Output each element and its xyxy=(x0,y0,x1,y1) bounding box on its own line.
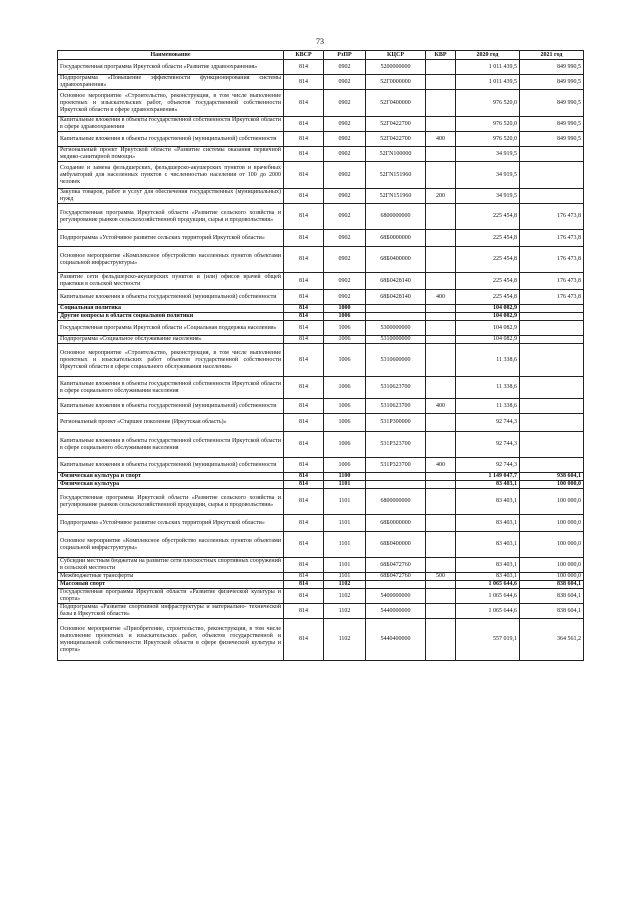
cell-rzpr: 1102 xyxy=(324,581,366,589)
table-row xyxy=(58,515,584,532)
cell-y2020: 976 520,0 xyxy=(456,117,520,132)
cell-name: Физическая культура xyxy=(58,481,284,489)
cell-kvr xyxy=(426,558,456,573)
cell-kvr xyxy=(426,247,456,273)
cell-y2020: 92 744,3 xyxy=(456,432,520,458)
cell-y2020: 225 454,8 xyxy=(456,230,520,247)
cell-name: Массовый спорт xyxy=(58,581,284,589)
cell-kcsr: 531P323700 xyxy=(366,432,426,458)
cell-kvsr: 814 xyxy=(284,589,324,604)
cell-rzpr: 0902 xyxy=(324,60,366,75)
cell-kvsr: 814 xyxy=(284,321,324,336)
cell-y2020: 34 919,5 xyxy=(456,189,520,204)
cell-y2021: 176 473,8 xyxy=(520,273,584,290)
table-row xyxy=(58,60,584,75)
cell-y2021: 176 473,8 xyxy=(520,247,584,273)
cell-y2021 xyxy=(520,313,584,321)
cell-kcsr: 52Г0422700 xyxy=(366,132,426,147)
cell-y2020: 225 454,8 xyxy=(456,290,520,305)
cell-rzpr: 0902 xyxy=(324,204,366,230)
table-row xyxy=(58,532,584,558)
cell-y2021: 176 473,8 xyxy=(520,204,584,230)
table-row xyxy=(58,581,584,589)
cell-rzpr: 1006 xyxy=(324,432,366,458)
cell-kvsr: 814 xyxy=(284,604,324,619)
cell-kvsr: 814 xyxy=(284,458,324,473)
cell-y2021: 100 000,0 xyxy=(520,481,584,489)
cell-name: Подпрограмма «Повышение эффективности функционирования системы здравоохранения» xyxy=(58,75,284,90)
cell-kvsr: 814 xyxy=(284,90,324,117)
cell-y2020: 1 011 439,5 xyxy=(456,60,520,75)
table-row xyxy=(58,573,584,581)
cell-kvr xyxy=(426,589,456,604)
cell-kvr xyxy=(426,230,456,247)
cell-rzpr: 0902 xyxy=(324,132,366,147)
cell-kvr xyxy=(426,581,456,589)
cell-kcsr: 5300000000 xyxy=(366,321,426,336)
cell-name: Государственная программа Иркутской области «Развитие сельского хозяйства и регулирование рынков сельскохозяйственной продукции, сырья и продовольствия» xyxy=(58,489,284,515)
table-row xyxy=(58,305,584,313)
cell-kcsr: 52Г0422700 xyxy=(366,117,426,132)
cell-y2021 xyxy=(520,458,584,473)
cell-y2020: 83 403,1 xyxy=(456,573,520,581)
cell-kvsr: 814 xyxy=(284,573,324,581)
cell-rzpr: 1101 xyxy=(324,489,366,515)
cell-kvr xyxy=(426,532,456,558)
cell-kcsr: 68Б0400000 xyxy=(366,247,426,273)
cell-kvsr: 814 xyxy=(284,305,324,313)
cell-rzpr: 1101 xyxy=(324,573,366,581)
table-row xyxy=(58,189,584,204)
cell-kvsr: 814 xyxy=(284,473,324,481)
cell-y2020: 83 403,1 xyxy=(456,558,520,573)
cell-kvr: 400 xyxy=(426,132,456,147)
cell-kcsr: 68Б0428140 xyxy=(366,273,426,290)
cell-name: Развитие сети фельдшерско-акушерских пунктов и (или) офисов врачей общей практики в сельской местности xyxy=(58,273,284,290)
table-row xyxy=(58,336,584,344)
cell-rzpr: 1006 xyxy=(324,321,366,336)
cell-y2021 xyxy=(520,336,584,344)
cell-y2020: 34 919,5 xyxy=(456,162,520,189)
table-row xyxy=(58,247,584,273)
cell-kcsr: 5310623700 xyxy=(366,377,426,399)
table-row xyxy=(58,147,584,162)
cell-rzpr: 0902 xyxy=(324,273,366,290)
table-row xyxy=(58,313,584,321)
cell-kvsr: 814 xyxy=(284,290,324,305)
table-row xyxy=(58,344,584,377)
cell-rzpr: 1101 xyxy=(324,515,366,532)
cell-kcsr: 6800000000 xyxy=(366,489,426,515)
cell-kvsr: 814 xyxy=(284,162,324,189)
cell-rzpr: 0902 xyxy=(324,290,366,305)
cell-kvsr: 814 xyxy=(284,204,324,230)
cell-kvr xyxy=(426,515,456,532)
cell-kvr xyxy=(426,90,456,117)
cell-y2021: 364 561,2 xyxy=(520,619,584,661)
header-kvr: КВР xyxy=(426,51,456,60)
cell-kcsr xyxy=(366,481,426,489)
cell-kcsr: 52ГN151960 xyxy=(366,189,426,204)
cell-kvr xyxy=(426,481,456,489)
cell-rzpr: 1101 xyxy=(324,558,366,573)
cell-rzpr: 1006 xyxy=(324,414,366,432)
cell-y2021: 838 604,1 xyxy=(520,604,584,619)
cell-y2021 xyxy=(520,147,584,162)
cell-kcsr: 531P300000 xyxy=(366,414,426,432)
header-2020: 2020 год xyxy=(456,51,520,60)
cell-y2021: 176 473,8 xyxy=(520,290,584,305)
cell-name: Субсидии местным бюджетам на развитие сети плоскостных спортивных сооружений в сельской местности xyxy=(58,558,284,573)
cell-y2020: 34 919,5 xyxy=(456,147,520,162)
cell-rzpr: 1102 xyxy=(324,604,366,619)
cell-rzpr: 1102 xyxy=(324,619,366,661)
cell-kvr xyxy=(426,204,456,230)
cell-kcsr: 5200000000 xyxy=(366,60,426,75)
cell-kvsr: 814 xyxy=(284,247,324,273)
cell-kvr xyxy=(426,344,456,377)
cell-y2020: 11 338,6 xyxy=(456,377,520,399)
cell-kvr xyxy=(426,489,456,515)
cell-y2021: 849 990,5 xyxy=(520,60,584,75)
cell-kvr xyxy=(426,60,456,75)
table-header-row xyxy=(58,51,584,60)
table-row xyxy=(58,589,584,604)
cell-y2020: 104 082,9 xyxy=(456,321,520,336)
cell-kvr: 400 xyxy=(426,290,456,305)
cell-kvr xyxy=(426,273,456,290)
cell-y2021: 849 990,5 xyxy=(520,132,584,147)
cell-y2020: 83 403,1 xyxy=(456,532,520,558)
table-row xyxy=(58,230,584,247)
cell-y2021 xyxy=(520,189,584,204)
cell-kcsr: 68Б0472760 xyxy=(366,558,426,573)
table-row xyxy=(58,321,584,336)
cell-name: Физическая культура и спорт xyxy=(58,473,284,481)
cell-kvr xyxy=(426,321,456,336)
cell-rzpr: 0902 xyxy=(324,75,366,90)
cell-kvsr: 814 xyxy=(284,515,324,532)
cell-kcsr: 52ГN151960 xyxy=(366,162,426,189)
cell-kcsr: 68Б0400000 xyxy=(366,532,426,558)
header-kcsr: КЦСР xyxy=(366,51,426,60)
cell-kcsr xyxy=(366,473,426,481)
cell-name: Межбюджетные трансферты xyxy=(58,573,284,581)
cell-kvsr: 814 xyxy=(284,489,324,515)
cell-name: Региональный проект «Старшее поколение (Иркутская область)» xyxy=(58,414,284,432)
cell-y2021: 100 000,0 xyxy=(520,515,584,532)
cell-kvr: 200 xyxy=(426,189,456,204)
cell-y2021: 100 000,0 xyxy=(520,573,584,581)
table-row xyxy=(58,558,584,573)
cell-kcsr xyxy=(366,305,426,313)
cell-y2020: 92 744,3 xyxy=(456,458,520,473)
cell-kvr xyxy=(426,432,456,458)
cell-name: Основное мероприятие «Приобретение, строительство, реконструкция, в том числе выполнение проектных и изыскательских работ, объектов государственной и муниципальной собственности Иркутской области в сфере физической культуры и спорта» xyxy=(58,619,284,661)
cell-y2021 xyxy=(520,305,584,313)
cell-rzpr: 0902 xyxy=(324,147,366,162)
cell-y2021: 100 000,0 xyxy=(520,532,584,558)
cell-kvsr: 814 xyxy=(284,75,324,90)
cell-rzpr: 1006 xyxy=(324,377,366,399)
cell-kcsr: 68Б0000000 xyxy=(366,515,426,532)
table-row xyxy=(58,75,584,90)
table-row xyxy=(58,117,584,132)
cell-kvsr: 814 xyxy=(284,581,324,589)
cell-name: Закупка товаров, работ и услуг для обеспечения государственных (муниципальных) нужд xyxy=(58,189,284,204)
cell-kcsr: 5440400000 xyxy=(366,619,426,661)
cell-name: Государственная программа Иркутской области «Развитие сельского хозяйства и регулирование рынков сельскохозяйственной продукции, сырья и продовольствия» xyxy=(58,204,284,230)
cell-name: Основное мероприятие «Комплексное обустройство населенных пунктов объектами социальной инфраструктуры» xyxy=(58,532,284,558)
cell-name: Основное мероприятие «Комплексное обустройство населенных пунктов объектами социальной инфраструктуры» xyxy=(58,247,284,273)
cell-name: Подпрограмма «Устойчивое развитие сельских территорий Иркутской области» xyxy=(58,230,284,247)
cell-y2021: 849 990,5 xyxy=(520,117,584,132)
cell-kcsr: 68Б0472760 xyxy=(366,573,426,581)
cell-y2021: 849 990,5 xyxy=(520,90,584,117)
cell-name: Создание и замена фельдшерских, фельдшерско-акушерских пунктов и врачебных амбулаторий для населенных пунктов с численностью населения от 100 до 2000 человек xyxy=(58,162,284,189)
cell-y2020: 83 403,1 xyxy=(456,481,520,489)
cell-kvr xyxy=(426,313,456,321)
cell-rzpr: 1100 xyxy=(324,473,366,481)
cell-y2021 xyxy=(520,377,584,399)
cell-y2021: 849 990,5 xyxy=(520,75,584,90)
cell-kvr xyxy=(426,305,456,313)
cell-y2021 xyxy=(520,432,584,458)
cell-name: Капитальные вложения в объекты государственной собственности Иркутской области в сфере социального обслуживания населения xyxy=(58,377,284,399)
cell-name: Подпрограмма «Развитие спортивной инфраструктуры и материально- технической базы в Иркутской области» xyxy=(58,604,284,619)
cell-kvsr: 814 xyxy=(284,377,324,399)
cell-y2020: 104 082,9 xyxy=(456,305,520,313)
cell-name: Капитальные вложения в объекты государственной (муниципальной) собственности xyxy=(58,132,284,147)
cell-kcsr: 5400000000 xyxy=(366,589,426,604)
cell-rzpr: 1006 xyxy=(324,313,366,321)
cell-y2020: 976 520,0 xyxy=(456,90,520,117)
cell-y2020: 225 454,8 xyxy=(456,247,520,273)
cell-kcsr xyxy=(366,313,426,321)
cell-y2021: 838 604,1 xyxy=(520,589,584,604)
table-row xyxy=(58,432,584,458)
cell-name: Подпрограмма «Устойчивое развитие сельских территорий Иркутской области» xyxy=(58,515,284,532)
cell-y2020: 104 082,9 xyxy=(456,313,520,321)
cell-kvr xyxy=(426,473,456,481)
cell-kvsr: 814 xyxy=(284,532,324,558)
cell-rzpr: 1006 xyxy=(324,336,366,344)
table-row xyxy=(58,481,584,489)
cell-kvsr: 814 xyxy=(284,132,324,147)
cell-rzpr: 1101 xyxy=(324,481,366,489)
cell-y2020: 1 149 047,7 xyxy=(456,473,520,481)
cell-kvsr: 814 xyxy=(284,481,324,489)
cell-y2020: 1 065 644,6 xyxy=(456,581,520,589)
cell-y2020: 225 454,8 xyxy=(456,204,520,230)
table-row xyxy=(58,458,584,473)
cell-name: Капитальные вложения в объекты государственной (муниципальной) собственности xyxy=(58,399,284,414)
cell-y2020: 104 082,9 xyxy=(456,336,520,344)
cell-rzpr: 0902 xyxy=(324,117,366,132)
cell-y2020: 83 403,1 xyxy=(456,489,520,515)
table-row xyxy=(58,604,584,619)
cell-kvr xyxy=(426,75,456,90)
cell-name: Государственная программа Иркутской области «Развитие здравоохранения» xyxy=(58,60,284,75)
table-row xyxy=(58,473,584,481)
table-row xyxy=(58,132,584,147)
cell-kvsr: 814 xyxy=(284,273,324,290)
cell-kvr: 400 xyxy=(426,458,456,473)
cell-y2020: 1 065 644,6 xyxy=(456,604,520,619)
cell-kvsr: 814 xyxy=(284,117,324,132)
cell-y2021: 176 473,8 xyxy=(520,230,584,247)
cell-rzpr: 1006 xyxy=(324,344,366,377)
table-row xyxy=(58,619,584,661)
cell-y2020: 11 338,6 xyxy=(456,344,520,377)
cell-kcsr: 5310000000 xyxy=(366,336,426,344)
table-row xyxy=(58,90,584,117)
cell-y2020: 92 744,3 xyxy=(456,414,520,432)
cell-kvsr: 814 xyxy=(284,60,324,75)
cell-y2020: 1 011 439,5 xyxy=(456,75,520,90)
cell-kvsr: 814 xyxy=(284,336,324,344)
cell-name: Капитальные вложения в объекты государственной собственности Иркутской области в сфере социального обслуживания населения xyxy=(58,432,284,458)
cell-name: Капитальные вложения в объекты государственной (муниципальной) собственности xyxy=(58,290,284,305)
cell-kvr: 400 xyxy=(426,399,456,414)
header-kvsr: КВСР xyxy=(284,51,324,60)
cell-kvr xyxy=(426,162,456,189)
table-row xyxy=(58,204,584,230)
cell-y2021 xyxy=(520,321,584,336)
cell-rzpr: 0902 xyxy=(324,247,366,273)
cell-y2020: 11 338,6 xyxy=(456,399,520,414)
cell-kvr xyxy=(426,336,456,344)
cell-y2021: 100 000,0 xyxy=(520,489,584,515)
cell-kvr xyxy=(426,604,456,619)
table-row xyxy=(58,399,584,414)
cell-name: Основное мероприятие «Строительство, реконструкция, в том числе выполнение проектных и изыскательских работ, объектов государственной собственности Иркутской области в сфере здравоохранения» xyxy=(58,90,284,117)
cell-y2021 xyxy=(520,344,584,377)
cell-rzpr: 0902 xyxy=(324,189,366,204)
cell-kcsr: 68Б0000000 xyxy=(366,230,426,247)
cell-kvr xyxy=(426,377,456,399)
header-name: Наименование xyxy=(58,51,284,60)
cell-rzpr: 1000 xyxy=(324,305,366,313)
cell-kvsr: 814 xyxy=(284,147,324,162)
cell-rzpr: 0902 xyxy=(324,90,366,117)
cell-name: Капитальные вложения в объекты государственной (муниципальной) собственности xyxy=(58,458,284,473)
table-row xyxy=(58,273,584,290)
cell-kvsr: 814 xyxy=(284,313,324,321)
cell-kvsr: 814 xyxy=(284,399,324,414)
cell-kcsr: 5310623700 xyxy=(366,399,426,414)
cell-y2020: 83 403,1 xyxy=(456,515,520,532)
cell-kvsr: 814 xyxy=(284,414,324,432)
table-row xyxy=(58,489,584,515)
cell-kcsr: 52Г0000000 xyxy=(366,75,426,90)
table-row xyxy=(58,162,584,189)
cell-kcsr: 68Б0428140 xyxy=(366,290,426,305)
cell-y2021: 838 604,1 xyxy=(520,581,584,589)
cell-name: Другие вопросы в области социальной политики xyxy=(58,313,284,321)
cell-rzpr: 1101 xyxy=(324,532,366,558)
cell-kvsr: 814 xyxy=(284,432,324,458)
cell-rzpr: 1006 xyxy=(324,399,366,414)
cell-kvsr: 814 xyxy=(284,619,324,661)
cell-kvr: 500 xyxy=(426,573,456,581)
cell-name: Основное мероприятие «Строительство, реконструкция, в том числе выполнение проектных и изыскательских работ объектов государственной собственности Иркутской области в сфере социального обслуживания населения» xyxy=(58,344,284,377)
cell-kvsr: 814 xyxy=(284,230,324,247)
cell-kcsr: 531P323700 xyxy=(366,458,426,473)
cell-y2020: 557 019,1 xyxy=(456,619,520,661)
cell-rzpr: 1102 xyxy=(324,589,366,604)
cell-name: Региональный проект Иркутской области «Развитие системы оказания первичной медико-санитарной помощи» xyxy=(58,147,284,162)
cell-y2020: 1 065 644,6 xyxy=(456,589,520,604)
cell-kcsr xyxy=(366,581,426,589)
cell-kcsr: 52Г0400000 xyxy=(366,90,426,117)
cell-kvr xyxy=(426,619,456,661)
cell-y2021 xyxy=(520,162,584,189)
cell-rzpr: 0902 xyxy=(324,162,366,189)
cell-y2021: 100 000,0 xyxy=(520,558,584,573)
cell-kcsr: 5440000000 xyxy=(366,604,426,619)
table-row xyxy=(58,414,584,432)
budget-table xyxy=(57,50,584,661)
cell-kvr xyxy=(426,147,456,162)
cell-y2021 xyxy=(520,399,584,414)
cell-name: Государственная программа Иркутской области «Развитие физической культуры и спорта» xyxy=(58,589,284,604)
page-number: 73 xyxy=(316,37,324,46)
cell-name: Государственная программа Иркутской области «Социальная поддержка населения» xyxy=(58,321,284,336)
cell-rzpr: 0902 xyxy=(324,230,366,247)
cell-kvr xyxy=(426,414,456,432)
cell-rzpr: 1006 xyxy=(324,458,366,473)
header-2021: 2021 год xyxy=(520,51,584,60)
cell-kvsr: 814 xyxy=(284,558,324,573)
cell-name: Капитальные вложения в объекты государственной собственности Иркутской области в сфере здравоохранения xyxy=(58,117,284,132)
cell-y2020: 225 454,8 xyxy=(456,273,520,290)
cell-kvsr: 814 xyxy=(284,344,324,377)
cell-y2020: 976 520,0 xyxy=(456,132,520,147)
header-rzpr: РзПР xyxy=(324,51,366,60)
table-row xyxy=(58,290,584,305)
cell-name: Социальная политика xyxy=(58,305,284,313)
cell-name: Подпрограмма «Социальное обслуживание населения» xyxy=(58,336,284,344)
cell-kvr xyxy=(426,117,456,132)
cell-kcsr: 52ГN100000 xyxy=(366,147,426,162)
cell-y2021: 938 604,1 xyxy=(520,473,584,481)
table-row xyxy=(58,377,584,399)
cell-kvsr: 814 xyxy=(284,189,324,204)
cell-kcsr: 6800000000 xyxy=(366,204,426,230)
cell-kcsr: 5310600000 xyxy=(366,344,426,377)
cell-y2021 xyxy=(520,414,584,432)
